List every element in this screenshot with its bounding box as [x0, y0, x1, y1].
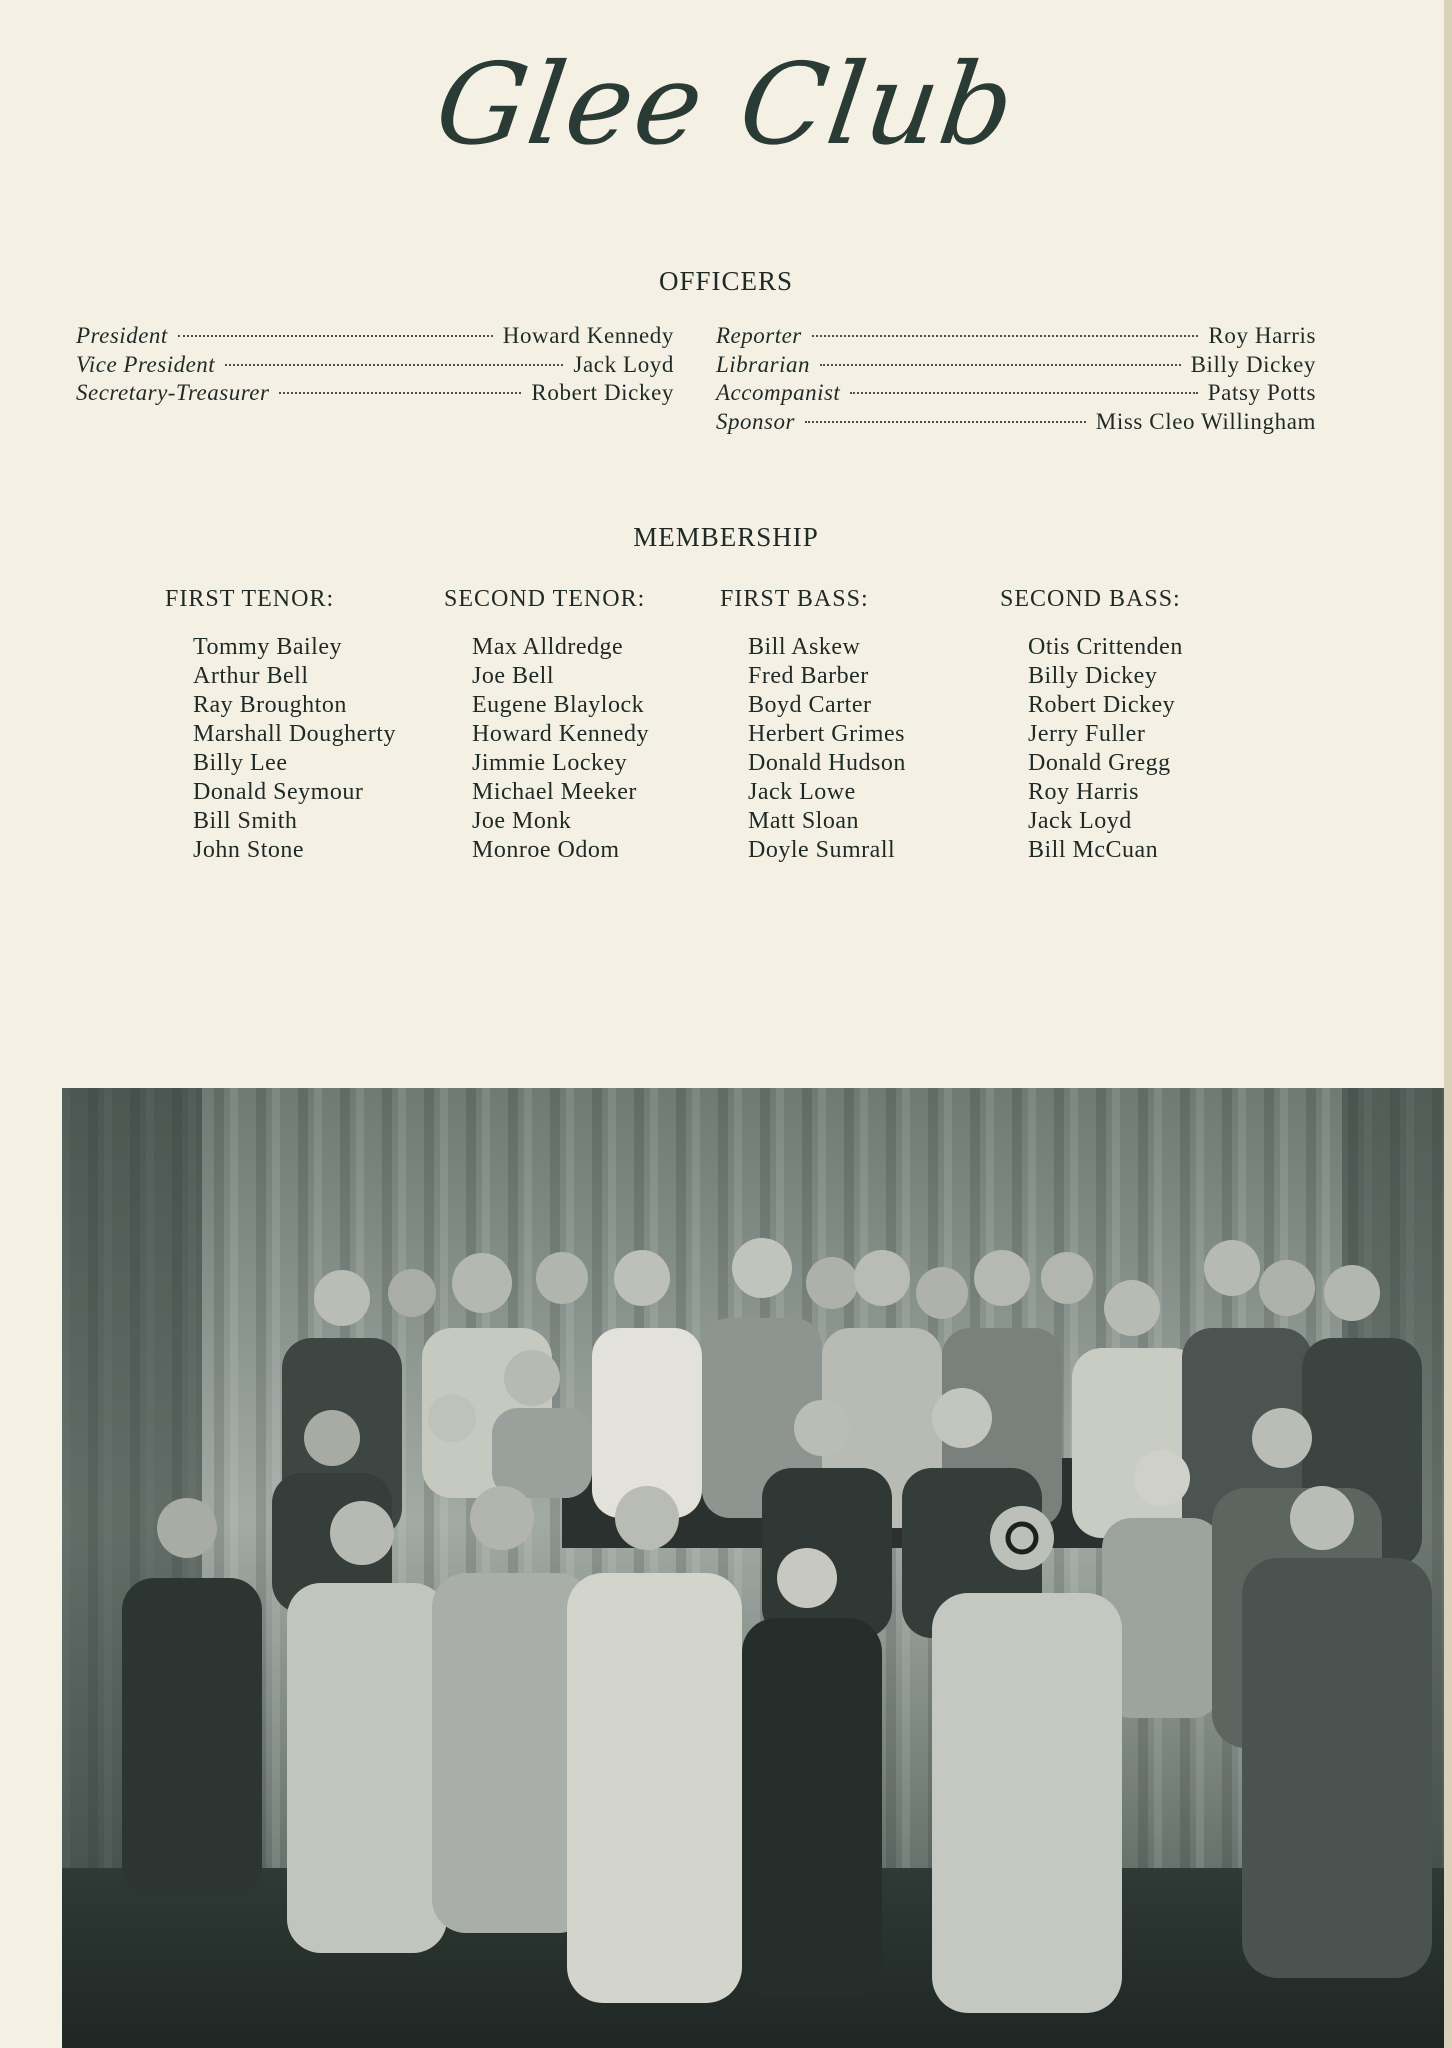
officer-title: Sponsor	[716, 408, 795, 434]
list-item: Tommy Bailey	[193, 634, 342, 660]
officer-title: Accompanist	[716, 380, 841, 405]
list-item: Jimmie Lockey	[472, 750, 628, 776]
list-item: Michael Meeker	[472, 779, 637, 805]
group-heading: SECOND TENOR:	[444, 586, 646, 612]
member-group-first-bass	[720, 586, 906, 865]
officer-row-librarian	[716, 351, 1316, 380]
page-spine-edge	[1444, 0, 1452, 2048]
list-item: Jerry Fuller	[1028, 721, 1146, 747]
list-item: Billy Lee	[193, 750, 288, 776]
officer-title: Librarian	[716, 351, 810, 377]
dot-leader	[805, 421, 1086, 423]
dot-leader	[812, 335, 1199, 337]
group-photo	[62, 1088, 1444, 2048]
list-item: Monroe Odom	[472, 837, 620, 863]
list-item: Fred Barber	[748, 663, 869, 689]
list-item: Boyd Carter	[748, 692, 872, 718]
list-item: Bill Askew	[748, 634, 861, 660]
dot-leader	[850, 392, 1197, 394]
group-heading: FIRST TENOR:	[165, 586, 335, 612]
list-item: Ray Broughton	[193, 692, 347, 718]
list-item: Jack Lowe	[748, 779, 856, 805]
member-group-second-tenor	[444, 586, 649, 865]
officer-name: Robert Dickey	[531, 380, 674, 405]
officer-row-accompanist	[716, 379, 1316, 408]
member-list	[444, 633, 649, 865]
list-item: Marshall Dougherty	[193, 721, 396, 747]
list-item: Doyle Sumrall	[748, 837, 896, 863]
officer-title: Reporter	[716, 323, 802, 348]
list-item: Arthur Bell	[193, 663, 309, 689]
list-item: Robert Dickey	[1028, 692, 1176, 718]
officer-name: Roy Harris	[1208, 323, 1316, 348]
list-item: Max Alldredge	[472, 634, 624, 660]
officer-row-sponsor	[716, 408, 1316, 437]
officer-name: Billy Dickey	[1190, 351, 1316, 377]
member-list	[720, 633, 906, 865]
list-item: Billy Dickey	[1028, 663, 1158, 689]
list-item: Matt Sloan	[748, 808, 859, 834]
dot-leader	[279, 392, 521, 394]
page-title: Glee Club	[428, 40, 1024, 170]
officer-name: Miss Cleo Willingham	[1095, 408, 1316, 434]
list-item: Eugene Blaylock	[472, 692, 645, 718]
officer-title: President	[76, 323, 168, 348]
list-item: Donald Gregg	[1028, 750, 1171, 776]
dot-leader	[225, 364, 563, 366]
officer-title: Vice President	[76, 351, 216, 377]
officer-name: Howard Kennedy	[502, 323, 674, 348]
list-item: Donald Seymour	[193, 779, 364, 805]
list-item: Joe Monk	[472, 808, 572, 834]
member-list	[1000, 633, 1183, 865]
list-item: Jack Loyd	[1028, 808, 1132, 834]
group-photo-illustration	[62, 1088, 1444, 2048]
list-item: Otis Crittenden	[1028, 634, 1183, 660]
officers-right-column	[716, 322, 1316, 436]
officer-name: Jack Loyd	[573, 351, 674, 377]
list-item: Bill Smith	[193, 808, 298, 834]
membership-heading: MEMBERSHIP	[633, 522, 819, 552]
list-item: Howard Kennedy	[472, 721, 649, 747]
officers-heading: OFFICERS	[658, 266, 794, 296]
member-group-second-bass	[1000, 586, 1183, 865]
officer-title: Secretary-Treasurer	[76, 380, 270, 405]
group-heading: SECOND BASS:	[1000, 586, 1181, 612]
group-heading: FIRST BASS:	[720, 586, 869, 612]
member-list	[165, 633, 396, 865]
officers-left-column	[76, 322, 674, 408]
list-item: Herbert Grimes	[748, 721, 905, 747]
officer-row-president	[76, 322, 674, 351]
list-item: John Stone	[193, 837, 305, 863]
list-item: Bill McCuan	[1028, 837, 1159, 863]
member-group-first-tenor	[165, 586, 396, 865]
dot-leader	[178, 335, 493, 337]
officer-row-vice-president	[76, 351, 674, 380]
officer-name: Patsy Potts	[1207, 380, 1316, 405]
list-item: Donald Hudson	[748, 750, 906, 776]
list-item: Roy Harris	[1028, 779, 1139, 805]
officer-row-reporter	[716, 322, 1316, 351]
dot-leader	[820, 364, 1181, 366]
list-item: Joe Bell	[472, 663, 554, 689]
officer-row-secretary-treasurer	[76, 379, 674, 408]
